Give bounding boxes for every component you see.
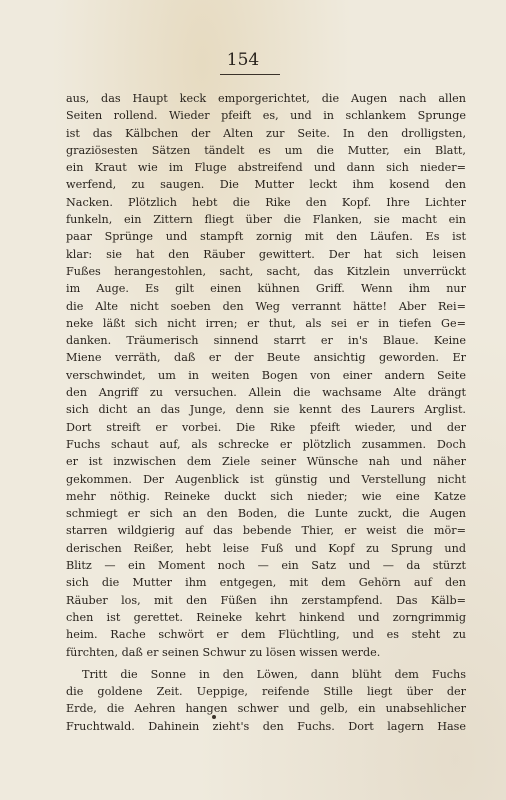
text-line: klar: sie hat den Räuber gewittert. Der hat sich leisen: [66, 247, 466, 261]
page-number: 154: [226, 50, 260, 70]
text-line: den Angriff zu versuchen. Allein die wachsame Alte drängt: [66, 386, 466, 400]
text-line: fürchten, daß er seinen Schwur zu lösen wissen werde.: [66, 645, 381, 659]
text-line: sich die Mutter ihm entgegen, mit dem Gehörn auf den: [66, 576, 466, 590]
text-line: Dort streift er vorbei. Die Rike pfeift wieder, und der: [66, 420, 466, 434]
text-line: Miene verräth, daß er der Beute ansichtig geworden. Er: [66, 351, 466, 365]
text-line: er ist inzwischen dem Ziele seiner Wünsche nah und näher: [66, 455, 466, 469]
text-line: sich dicht an das Junge, denn sie kennt des Laurers Arglist.: [66, 403, 466, 417]
text-line: die goldene Zeit. Ueppige, reifende Stille liegt über der: [66, 685, 466, 699]
paragraph-1: [66, 90, 466, 661]
text-line: im Auge. Es gilt einen kühnen Griff. Wenn ihm nur: [66, 282, 466, 296]
text-line: Fruchtwald. Dahinein zieht's den Fuchs. Dort lagern Hase: [66, 719, 466, 733]
text-line: ist das Kälbchen der Alten zur Seite. In den drolligsten,: [66, 126, 466, 140]
text-line: heim. Rache schwört er dem Flüchtling, und es steht zu: [66, 628, 466, 642]
text-line: verschwindet, um in weiten Bogen von einer andern Seite: [66, 368, 466, 382]
text-line: mehr nöthig. Reineke duckt sich nieder; wie eine Katze: [66, 489, 466, 503]
text-line: Seiten rollend. Wieder pfeift es, und in schlankem Sprunge: [66, 109, 466, 123]
text-line: graziösesten Sätzen tändelt es um die Mutter, ein Blatt,: [66, 143, 466, 157]
text-line: aus, das Haupt keck emporgerichtet, die Augen nach allen: [66, 92, 466, 105]
text-line: werfend, zu saugen. Die Mutter leckt ihm kosend den: [66, 178, 466, 192]
text-line: ein Kraut wie im Fluge abstreifend und dann sich nieder=: [66, 161, 466, 175]
paragraph-2: [66, 666, 466, 735]
text-line: funkeln, ein Zittern fliegt über die Flanken, sie macht ein: [66, 213, 466, 227]
text-line: gekommen. Der Augenblick ist günstig und Verstellung nicht: [66, 472, 466, 486]
text-line: derischen Reißer, hebt leise Fuß und Kopf zu Sprung und: [66, 541, 466, 555]
text-line: die Alte nicht soeben den Weg verrannt hätte! Aber Rei=: [66, 299, 466, 313]
text-line: Tritt die Sonne in den Löwen, dann blüht dem Fuchs: [82, 667, 466, 681]
text-line: Räuber los, mit den Füßen ihn zerstampfend. Das Kälb=: [66, 593, 466, 607]
ink-speck: [212, 715, 216, 719]
text-line: schmiegt er sich an den Boden, die Lunte zuckt, die Augen: [66, 507, 466, 521]
text-line: danken. Träumerisch sinnend starrt er in's Blaue. Keine: [66, 334, 466, 348]
text-line: Fuchs schaut auf, als schrecke er plötzlich zusammen. Doch: [66, 437, 466, 451]
text-line: Nacken. Plötzlich hebt die Rike den Kopf. Ihre Lichter: [66, 195, 466, 209]
text-line: paar Sprünge und stampft zornig mit den Läufen. Es ist: [66, 230, 466, 244]
text-line: Erde, die Aehren hangen schwer und gelb, ein unabsehlicher: [66, 702, 466, 716]
text-line: Fußes herangestohlen, sacht, sacht, das Kitzlein unverrückt: [66, 264, 466, 278]
body-text: [66, 90, 466, 735]
text-line: starren wildgierig auf das bebende Thier, er weist die mör=: [66, 524, 466, 538]
header-rule: [220, 74, 280, 75]
text-line: chen ist gerettet. Reineke kehrt hinkend und zorngrimmig: [66, 610, 466, 624]
text-line: Blitz — ein Moment noch — ein Satz und — da stürzt: [66, 559, 466, 573]
text-line: neke läßt sich nicht irren; er thut, als sei er in tiefen Ge=: [66, 316, 466, 330]
